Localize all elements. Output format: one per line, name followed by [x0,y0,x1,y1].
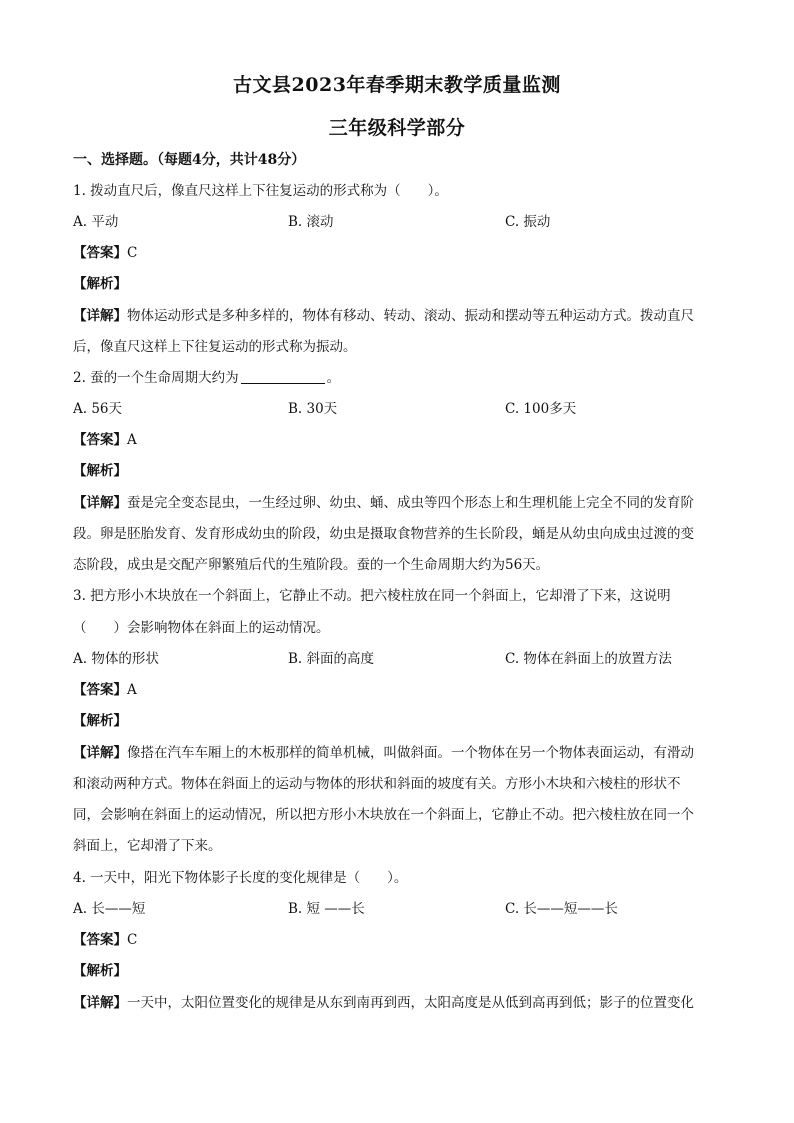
question-4-analysis [73,961,127,981]
analysis-label: 【解析】 [73,463,127,479]
answer-value: C [127,932,138,948]
analysis-label: 【解析】 [73,963,127,979]
question-1-detail-line: 【详解】物体运动形式是多种多样的，物体有移动、转动、滚动、振动和摆动等五种运动方式。拨动直尺 [73,308,694,324]
question-3-detail-line: 和滚动两种方式。物体在斜面上的运动与物体的形状和斜面的坡度有关。方形小木块和六棱柱的形状不 [73,776,681,792]
question-1-detail-line: 后，像直尺这样上下往复运动的形式称为振动。 [73,339,357,355]
question-4-option-a: A. 长——短 [73,901,146,917]
fill-in-blank [241,369,325,384]
detail-label: 【详解】 [73,308,127,324]
question-4-stem: 4. 一天中，阳光下物体影子长度的变化规律是（ ）。 [73,870,408,886]
question-2-option-b: B. 30天 [288,401,338,417]
question-2-answer [73,430,137,450]
detail-label: 【详解】 [73,495,127,511]
question-1-analysis [73,274,127,294]
question-3-detail-line: 斜面上，它却滑了下来。 [73,838,222,854]
question-2-detail-line: 【详解】蚕是完全变态昆虫，一生经过卵、幼虫、蛹、成虫等四个形态上和生理机能上完全不同的发育阶 [73,495,694,511]
question-3-stem: （ ）会影响物体在斜面上的运动情况。 [73,620,330,636]
section-heading: 一、选择题。（每题4分，共计48分） [73,152,306,168]
question-4-option-b: B. 短 ——长 [288,901,365,917]
question-1-stem: 1. 拨动直尺后，像直尺这样上下往复运动的形式称为（ ）。 [73,183,448,199]
answer-value: A [127,432,137,448]
question-2-stem: 2. 蚕的一个生命周期大约为 。 [73,370,341,386]
analysis-label: 【解析】 [73,276,127,292]
question-3-option-a: A. 物体的形状 [73,651,159,667]
question-1-option-b: B. 滚动 [288,214,334,230]
question-3-detail-line: 同，会影响在斜面上的运动情况，所以把方形小木块放在一个斜面上，它静止不动。把六棱柱放在同一个 [73,807,694,823]
answer-value: C [127,245,138,261]
answer-value: A [127,682,137,698]
analysis-label: 【解析】 [73,713,127,729]
question-3-option-c: C. 物体在斜面上的放置方法 [505,651,672,667]
page-title: 古文县2023年春季期末教学质量监测 [233,74,561,96]
question-2-option-c: C. 100多天 [505,401,577,417]
answer-label: 【答案】 [73,682,127,698]
question-3-option-b: B. 斜面的高度 [288,651,375,667]
answer-label: 【答案】 [73,932,127,948]
question-3-answer [73,680,137,700]
question-3-stem: 3. 把方形小木块放在一个斜面上，它静止不动。把六棱柱放在同一个斜面上，它却滑了下来，这说明 [73,588,671,604]
question-1-option-c: C. 振动 [505,214,551,230]
question-2-analysis [73,461,127,481]
question-4-answer [73,930,137,950]
detail-label: 【详解】 [73,995,127,1011]
page-subtitle: 三年级科学部分 [328,117,466,139]
question-2-detail-line: 态阶段，成虫是交配产卵繁殖后代的生殖阶段。蚕的一个生命周期大约为56天。 [73,557,550,573]
detail-label: 【详解】 [73,745,127,761]
question-3-analysis [73,711,127,731]
answer-label: 【答案】 [73,432,127,448]
question-1-option-a: A. 平动 [73,214,119,230]
question-3-detail-line: 【详解】像搭在汽车车厢上的木板那样的简单机械，叫做斜面。一个物体在另一个物体表面运动，有滑动 [73,745,694,761]
question-4-detail-line: 【详解】一天中，太阳位置变化的规律是从东到南再到西，太阳高度是从低到高再到低；影子的位置变化 [73,995,694,1011]
question-1-answer [73,243,137,263]
question-2-detail-line: 段。卵是胚胎发育、发育形成幼虫的阶段，幼虫是摄取食物营养的生长阶段，蛹是从幼虫向成虫过渡的变 [73,526,694,542]
question-4-option-c: C. 长——短——长 [505,901,618,917]
question-2-option-a: A. 56天 [73,401,123,417]
answer-label: 【答案】 [73,245,127,261]
